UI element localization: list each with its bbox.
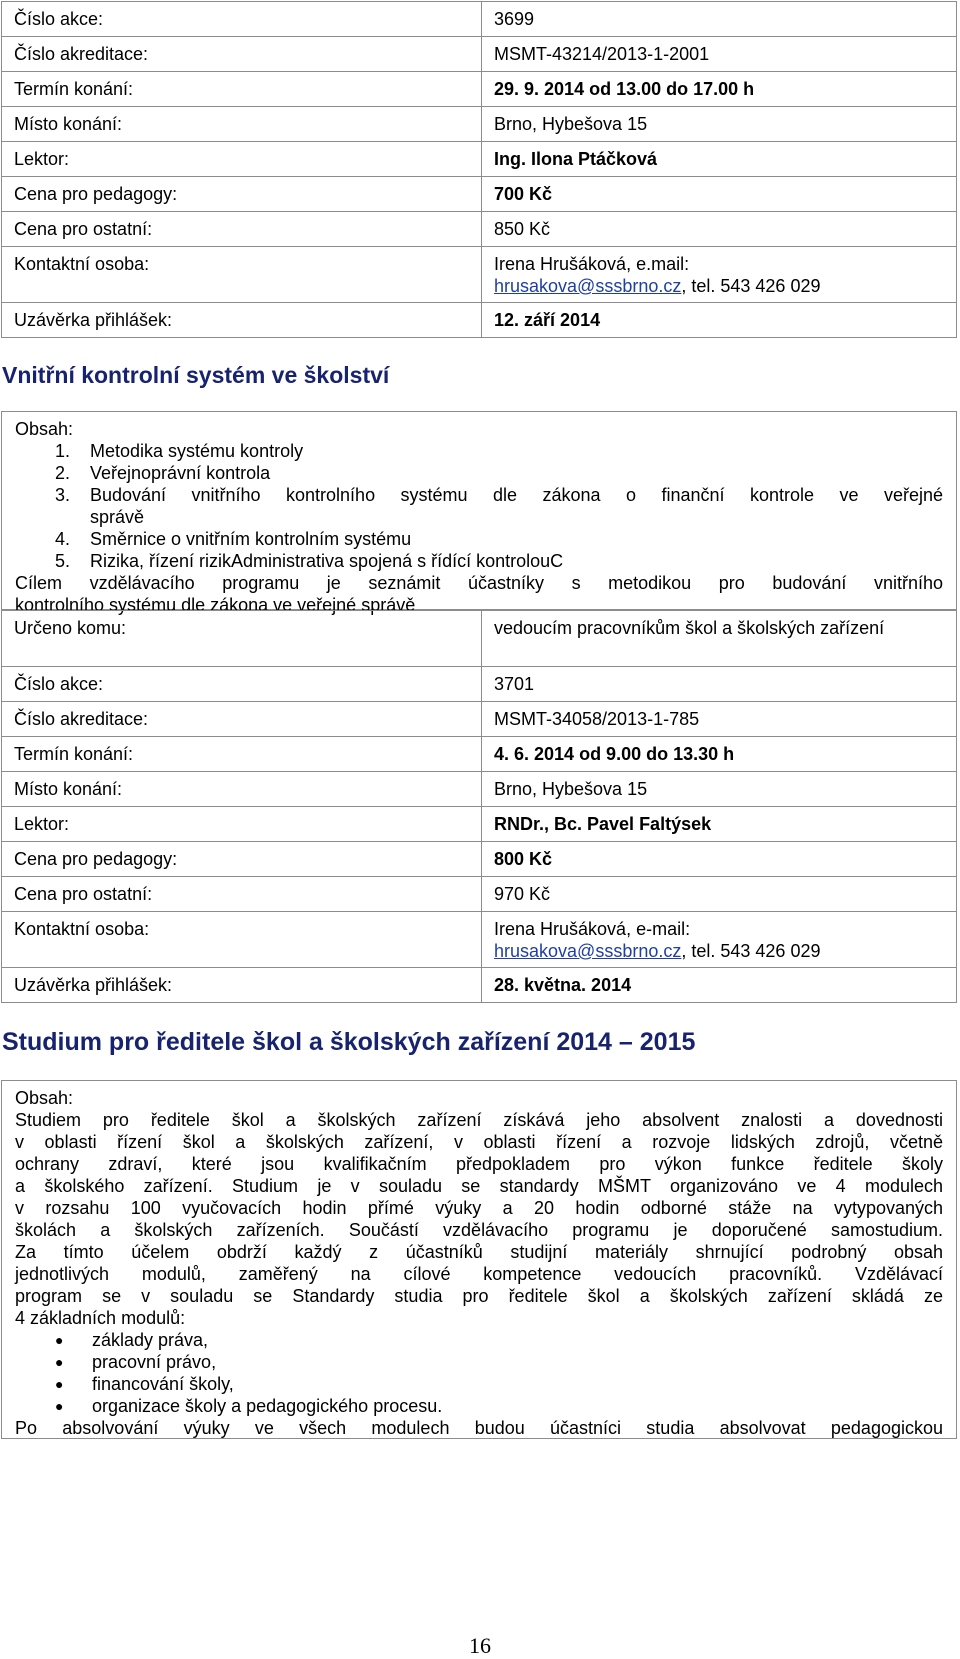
info-row (2, 807, 957, 842)
info-value: 970 Kč (482, 877, 957, 912)
deadline-row (2, 303, 957, 338)
module-item (15, 1373, 943, 1395)
description-line: jednotlivých modulů, zaměřený na cílové kompetence vedoucích pracovníků. Vzdělávací (15, 1264, 943, 1284)
info-value: 4. 6. 2014 od 9.00 do 13.30 h (482, 737, 957, 772)
info-value: 850 Kč (482, 212, 957, 247)
module-item (15, 1395, 943, 1417)
contact-label: Kontaktní osoba: (2, 912, 482, 968)
topic-text: Rizika, řízení rizikAdministrativa spojená s řídící kontrolouC (90, 551, 564, 571)
description-last-line: 4 základních modulů: (15, 1308, 186, 1328)
goal-line-1: Cílem vzdělávacího programu je seznámit účastníky s metodikou pro budování vnitřního (15, 573, 943, 593)
info-row (2, 72, 957, 107)
bullet-icon: ● (55, 1332, 64, 1348)
topic-item (15, 528, 943, 550)
info-value: Brno, Hybešova 15 (482, 772, 957, 807)
topic-item (15, 484, 943, 506)
contact-value (482, 912, 957, 968)
info-label: Číslo akreditace: (2, 702, 482, 737)
contact-name: Irena Hrušáková, e-mail: (494, 919, 691, 939)
course-2-content-box (1, 1080, 957, 1439)
course-2-description (15, 1109, 943, 1307)
topic-item (15, 462, 943, 484)
contact-label: Kontaktní osoba: (2, 247, 482, 303)
info-row (2, 737, 957, 772)
info-label: Lektor: (2, 807, 482, 842)
module-item (15, 1329, 943, 1351)
info-row (2, 107, 957, 142)
course-1-content-box (1, 411, 957, 615)
topic-number: 3. (55, 485, 71, 505)
topic-number: 1. (55, 441, 71, 461)
info-label: Číslo akce: (2, 667, 482, 702)
bullet-icon: ● (55, 1398, 64, 1414)
target-value: vedoucím pracovníkům škol a školských zařízení (482, 611, 957, 667)
target-row (2, 611, 957, 667)
topic-number: 4. (55, 529, 71, 549)
topic-number: 2. (55, 463, 71, 483)
info-value: MSMT-43214/2013-1-2001 (482, 37, 957, 72)
topic-item (15, 440, 943, 462)
page-number: 16 (469, 1633, 491, 1658)
contact-phone: , tel. 543 426 029 (681, 941, 821, 961)
target-label: Určeno komu: (2, 611, 482, 667)
contact-row (2, 912, 957, 968)
info-value: Ing. Ilona Ptáčková (482, 142, 957, 177)
topic-text: Veřejnoprávní kontrola (90, 463, 271, 483)
email-link[interactable]: hrusakova@sssbrno.cz (494, 276, 682, 296)
info-label: Číslo akce: (2, 2, 482, 37)
content-heading: Obsah: (15, 419, 74, 439)
info-label: Cena pro pedagogy: (2, 842, 482, 877)
info-row (2, 177, 957, 212)
deadline-row (2, 968, 957, 1003)
info-row (2, 2, 957, 37)
info-row (2, 842, 957, 877)
module-item (15, 1351, 943, 1373)
info-label: Termín konání: (2, 737, 482, 772)
info-value: 800 Kč (482, 842, 957, 877)
topic-text: Metodika systému kontroly (90, 441, 304, 461)
info-value: 29. 9. 2014 od 13.00 do 17.00 h (482, 72, 957, 107)
course-2-info-table (1, 610, 957, 1003)
info-row (2, 212, 957, 247)
course-1-title: Vnitřní kontrolní systém ve školství (2, 362, 390, 388)
content-heading: Obsah: (15, 1088, 74, 1108)
topic-number: 5. (55, 551, 71, 571)
info-label: Cena pro pedagogy: (2, 177, 482, 212)
bullet-icon: ● (55, 1354, 64, 1370)
info-row (2, 772, 957, 807)
description-line: v oblasti řízení škol a školských zařízení, v oblasti řízení a rozvoje lidských zdrojů, včetně (15, 1132, 943, 1152)
contact-name: Irena Hrušáková, e.mail: (494, 254, 690, 274)
description-line: školách a školských zařízeních. Součástí vzdělávacího programu je doporučené samostudium. (15, 1220, 943, 1240)
info-row (2, 877, 957, 912)
info-value: 700 Kč (482, 177, 957, 212)
info-label: Místo konání: (2, 772, 482, 807)
contact-phone: , tel. 543 426 029 (681, 276, 821, 296)
info-value: 3699 (482, 2, 957, 37)
goal-line-2: kontrolního systému dle zákona ve veřejné správě (15, 595, 416, 615)
topic-item (15, 506, 943, 528)
topic-text: správě (90, 507, 145, 527)
course-1-topic-list (15, 440, 943, 572)
info-row (2, 702, 957, 737)
contact-value (482, 247, 957, 303)
description-line: program se v souladu se Standardy studia pro ředitele škol a školských zařízení skládá ze (15, 1286, 943, 1306)
module-text: základy práva, (92, 1330, 209, 1350)
module-text: financování školy, (92, 1374, 234, 1394)
bullet-icon: ● (55, 1376, 64, 1392)
info-value: MSMT-34058/2013-1-785 (482, 702, 957, 737)
description-line: Za tímto účelem obdrží každý z účastníků studijní materiály shrnující podrobný obsah (15, 1242, 943, 1262)
info-label: Cena pro ostatní: (2, 877, 482, 912)
description-line: v rozsahu 100 vyučovacích hodin přímé výuky a 20 hodin odborné stáže na vytypovaných (15, 1198, 943, 1218)
info-value: 3701 (482, 667, 957, 702)
deadline-value: 28. května. 2014 (482, 968, 957, 1003)
info-label: Cena pro ostatní: (2, 212, 482, 247)
topic-text: Směrnice o vnitřním kontrolním systému (90, 529, 412, 549)
topic-item (15, 550, 943, 572)
topic-number (15, 506, 90, 528)
info-label: Místo konání: (2, 107, 482, 142)
description-line: a školského zařízení. Studium je v souladu se standardy MŠMT organizováno ve 4 modulech (15, 1176, 943, 1196)
info-row (2, 142, 957, 177)
course-1-info-table (1, 1, 957, 338)
module-list (15, 1329, 943, 1417)
deadline-label: Uzávěrka přihlášek: (2, 303, 482, 338)
info-value: RNDr., Bc. Pavel Faltýsek (482, 807, 957, 842)
info-label: Termín konání: (2, 72, 482, 107)
module-text: organizace školy a pedagogického procesu. (92, 1396, 443, 1416)
description-line: ochrany zdraví, které jsou kvalifikačním předpokladem pro výkon funkce ředitele školy (15, 1154, 943, 1174)
module-text: pracovní právo, (92, 1352, 217, 1372)
course-2-title: Studium pro ředitele škol a školských zařízení 2014 – 2015 (2, 1028, 696, 1056)
info-value: Brno, Hybešova 15 (482, 107, 957, 142)
contact-row (2, 247, 957, 303)
email-link[interactable]: hrusakova@sssbrno.cz (494, 941, 682, 961)
info-row (2, 37, 957, 72)
deadline-value: 12. září 2014 (482, 303, 957, 338)
description-line: Studiem pro ředitele škol a školských zařízení získává jeho absolvent znalosti a dovednosti (15, 1110, 943, 1130)
deadline-label: Uzávěrka přihlášek: (2, 968, 482, 1003)
info-label: Lektor: (2, 142, 482, 177)
closing-line: Po absolvování výuky ve všech modulech budou účastníci studia absolvovat pedagogickou (15, 1418, 943, 1438)
info-label: Číslo akreditace: (2, 37, 482, 72)
info-row (2, 667, 957, 702)
topic-text: Budování vnitřního kontrolního systému dle zákona o finanční kontrole ve veřejné (90, 485, 943, 505)
